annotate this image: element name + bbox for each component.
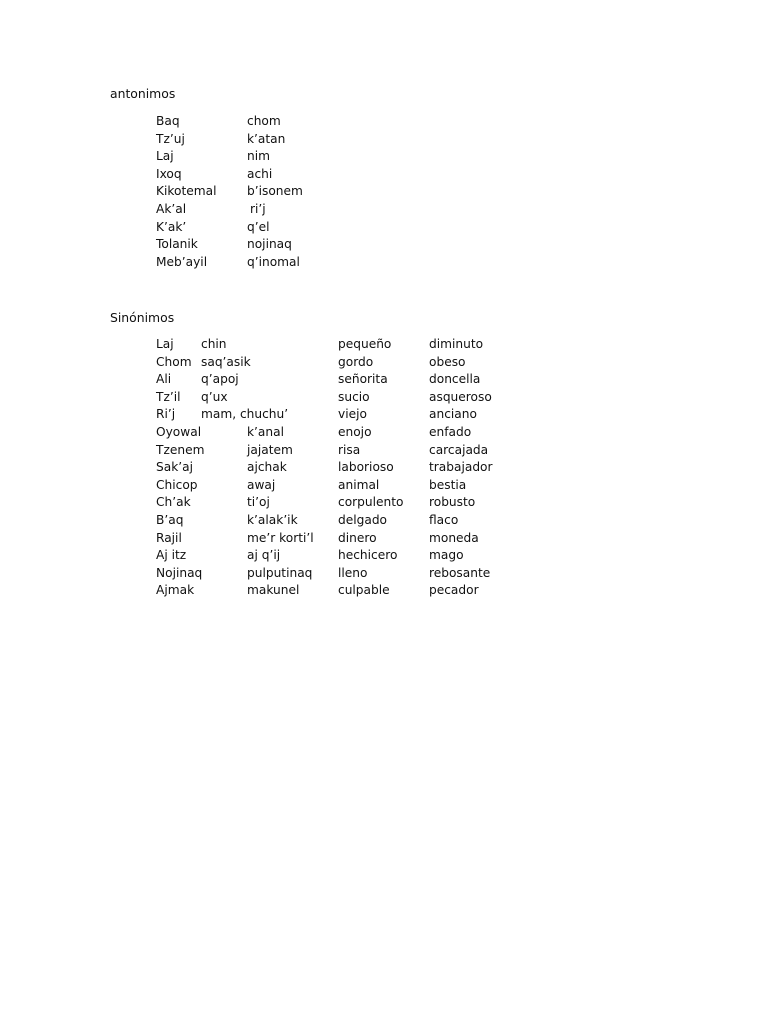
word-antonym: k’atan [247, 131, 286, 146]
word-spanish-synonym: anciano [429, 407, 477, 422]
word-spanish: enojo [338, 424, 372, 439]
word-antonym: achi [247, 166, 273, 181]
word-kiche-synonym: ti’oj [247, 495, 270, 510]
word-kiche-synonym: ajchak [247, 460, 287, 475]
word-spanish: sucio [338, 389, 370, 404]
word-spanish: señorita [338, 372, 388, 387]
word-kiche: Tzenem [156, 442, 205, 457]
word-kiche: Nojinaq [156, 565, 203, 580]
word-spanish: pequeño [338, 337, 392, 351]
word-kiche: Ajmak [156, 583, 195, 598]
word-kiche: Ri’j [156, 407, 176, 422]
word-kiche-synonym: jajatem [247, 442, 293, 457]
word-kiche: Chicop [156, 477, 198, 492]
word-spanish-synonym: asqueroso [429, 389, 492, 404]
word-kiche: Oyowal [156, 424, 202, 439]
word-kiche: Ak’al [156, 201, 187, 216]
word-kiche: Tolanik [156, 237, 198, 252]
word-antonym: q’inomal [247, 254, 300, 269]
word-kiche-synonym: k’alak’ik [247, 512, 298, 527]
word-spanish: viejo [338, 407, 367, 422]
sinonimos-heading: Sinónimos [110, 310, 175, 325]
word-kiche: Baq [156, 114, 180, 128]
word-spanish-synonym: rebosante [429, 565, 491, 580]
word-kiche-synonym: awaj [247, 477, 276, 492]
word-spanish: gordo [338, 354, 374, 369]
word-kiche-synonym: mam, chuchu’ [201, 407, 289, 422]
word-kiche-synonym: chin [201, 337, 227, 351]
word-kiche: Ch’ak [156, 495, 191, 510]
word-spanish-synonym: mago [429, 548, 464, 563]
word-antonym: b’isonem [247, 184, 303, 199]
word-kiche: B’aq [156, 512, 184, 527]
word-spanish: laborioso [338, 460, 394, 475]
word-kiche: Ali [156, 372, 172, 387]
word-spanish-synonym: enfado [429, 424, 472, 439]
word-kiche-synonym: aj q’ij [247, 548, 281, 563]
word-kiche: Aj itz [156, 548, 187, 563]
word-kiche: Laj [156, 149, 174, 164]
word-kiche-synonym: k’anal [247, 424, 284, 439]
word-spanish: corpulento [338, 495, 404, 510]
word-spanish-synonym: obeso [429, 354, 466, 369]
word-spanish: dinero [338, 530, 377, 545]
word-kiche-synonym: saq’asik [201, 354, 251, 369]
word-spanish-synonym: diminuto [429, 337, 484, 351]
word-spanish-synonym: robusto [429, 495, 476, 510]
word-kiche: Rajil [156, 530, 182, 545]
word-spanish-synonym: moneda [429, 530, 479, 545]
word-kiche: Tz’uj [156, 131, 185, 146]
word-kiche: Laj [156, 337, 174, 351]
word-spanish-synonym: trabajador [429, 460, 493, 475]
word-spanish: animal [338, 477, 380, 492]
word-spanish: lleno [338, 565, 368, 580]
word-spanish-synonym: bestia [429, 477, 467, 492]
word-kiche: Tz’il [156, 389, 181, 404]
word-spanish: culpable [338, 583, 390, 598]
word-antonym: nim [247, 149, 270, 164]
word-kiche: Meb’ayil [156, 254, 208, 269]
word-antonym: chom [247, 114, 281, 128]
word-antonym: q’el [247, 219, 270, 234]
word-kiche: Ixoq [156, 166, 182, 181]
word-antonym: ri’j [250, 201, 266, 216]
word-kiche-synonym: makunel [247, 583, 300, 598]
antonimos-heading: antonimos [110, 86, 176, 101]
word-kiche-synonym: pulputinaq [247, 565, 313, 580]
word-kiche: Sak’aj [156, 460, 193, 475]
word-kiche-synonym: q’ux [201, 389, 228, 404]
word-spanish: delgado [338, 512, 388, 527]
word-kiche-synonym: q’apoj [201, 372, 239, 387]
word-spanish-synonym: doncella [429, 372, 481, 387]
word-spanish-synonym: pecador [429, 583, 479, 598]
word-spanish-synonym: flaco [429, 512, 459, 527]
word-kiche-synonym: me’r korti’l [247, 530, 314, 545]
word-spanish: risa [338, 442, 361, 457]
word-antonym: nojinaq [247, 237, 292, 252]
word-kiche: Chom [156, 354, 192, 369]
word-spanish: hechicero [338, 548, 398, 563]
word-spanish-synonym: carcajada [429, 442, 489, 457]
word-kiche: K’ak’ [156, 219, 187, 234]
word-kiche: Kikotemal [156, 184, 217, 199]
